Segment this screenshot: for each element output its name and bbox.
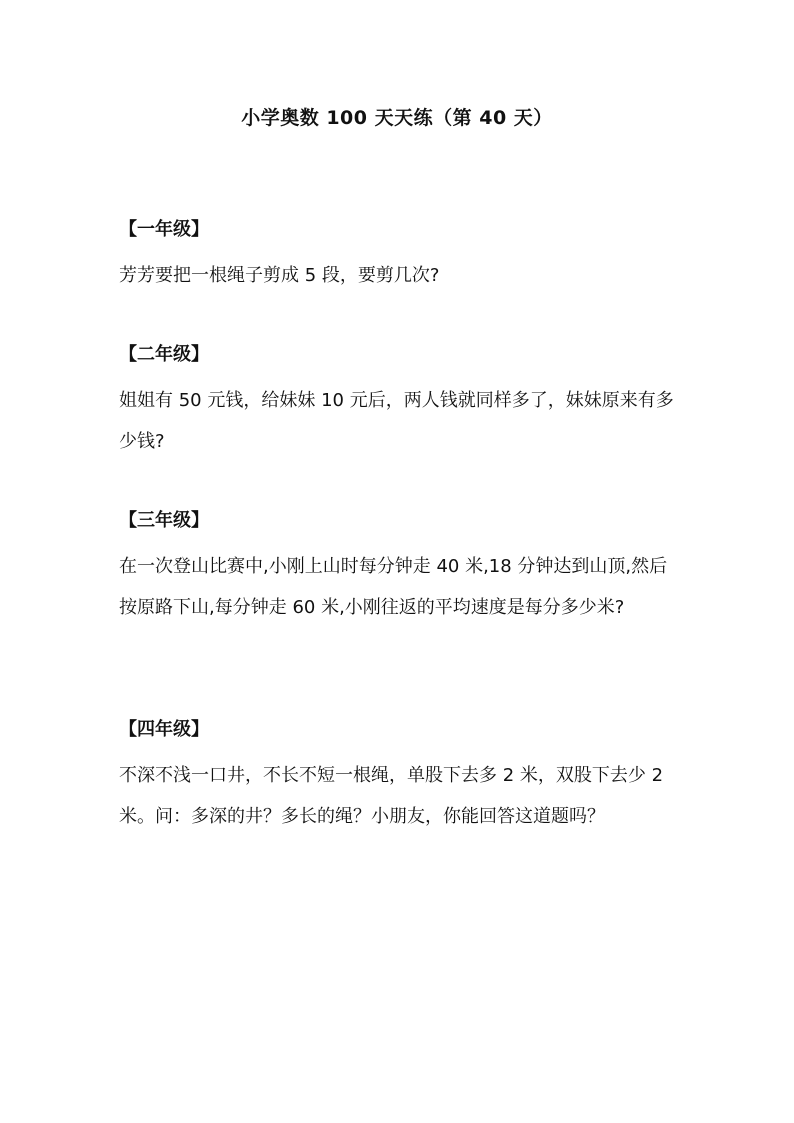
section-grade-2 (119, 341, 684, 462)
grade-heading-3: 【三年级】 (119, 510, 209, 531)
grade-heading-2: 【二年级】 (119, 344, 209, 365)
question-text-4: 不深不浅一口井，不长不短一根绳，单股下去多 2 米，双股下去少 2 米。问：多深的井？多长的绳？小朋友，你能回答这道题吗？ (119, 765, 664, 827)
section-grade-4 (119, 716, 684, 837)
page-title: 小学奥数 100 天天练（第 40 天） (241, 107, 553, 129)
grade-heading-1: 【一年级】 (119, 219, 209, 240)
question-text-1: 芳芳要把一根绳子剪成 5 段，要剪几次? (119, 265, 440, 286)
question-text-2: 姐姐有 50 元钱，给妹妹 10 元后，两人钱就同样多了，妹妹原来有多少钱? (119, 390, 674, 452)
section-grade-1 (119, 216, 684, 296)
section-grade-3 (119, 507, 684, 628)
grade-heading-4: 【四年级】 (119, 719, 209, 740)
question-text-3: 在一次登山比赛中,小刚上山时每分钟走 40 米,18 分钟达到山顶,然后按原路下山,每分钟走 60 米,小刚往返的平均速度是每分多少米? (119, 556, 668, 618)
